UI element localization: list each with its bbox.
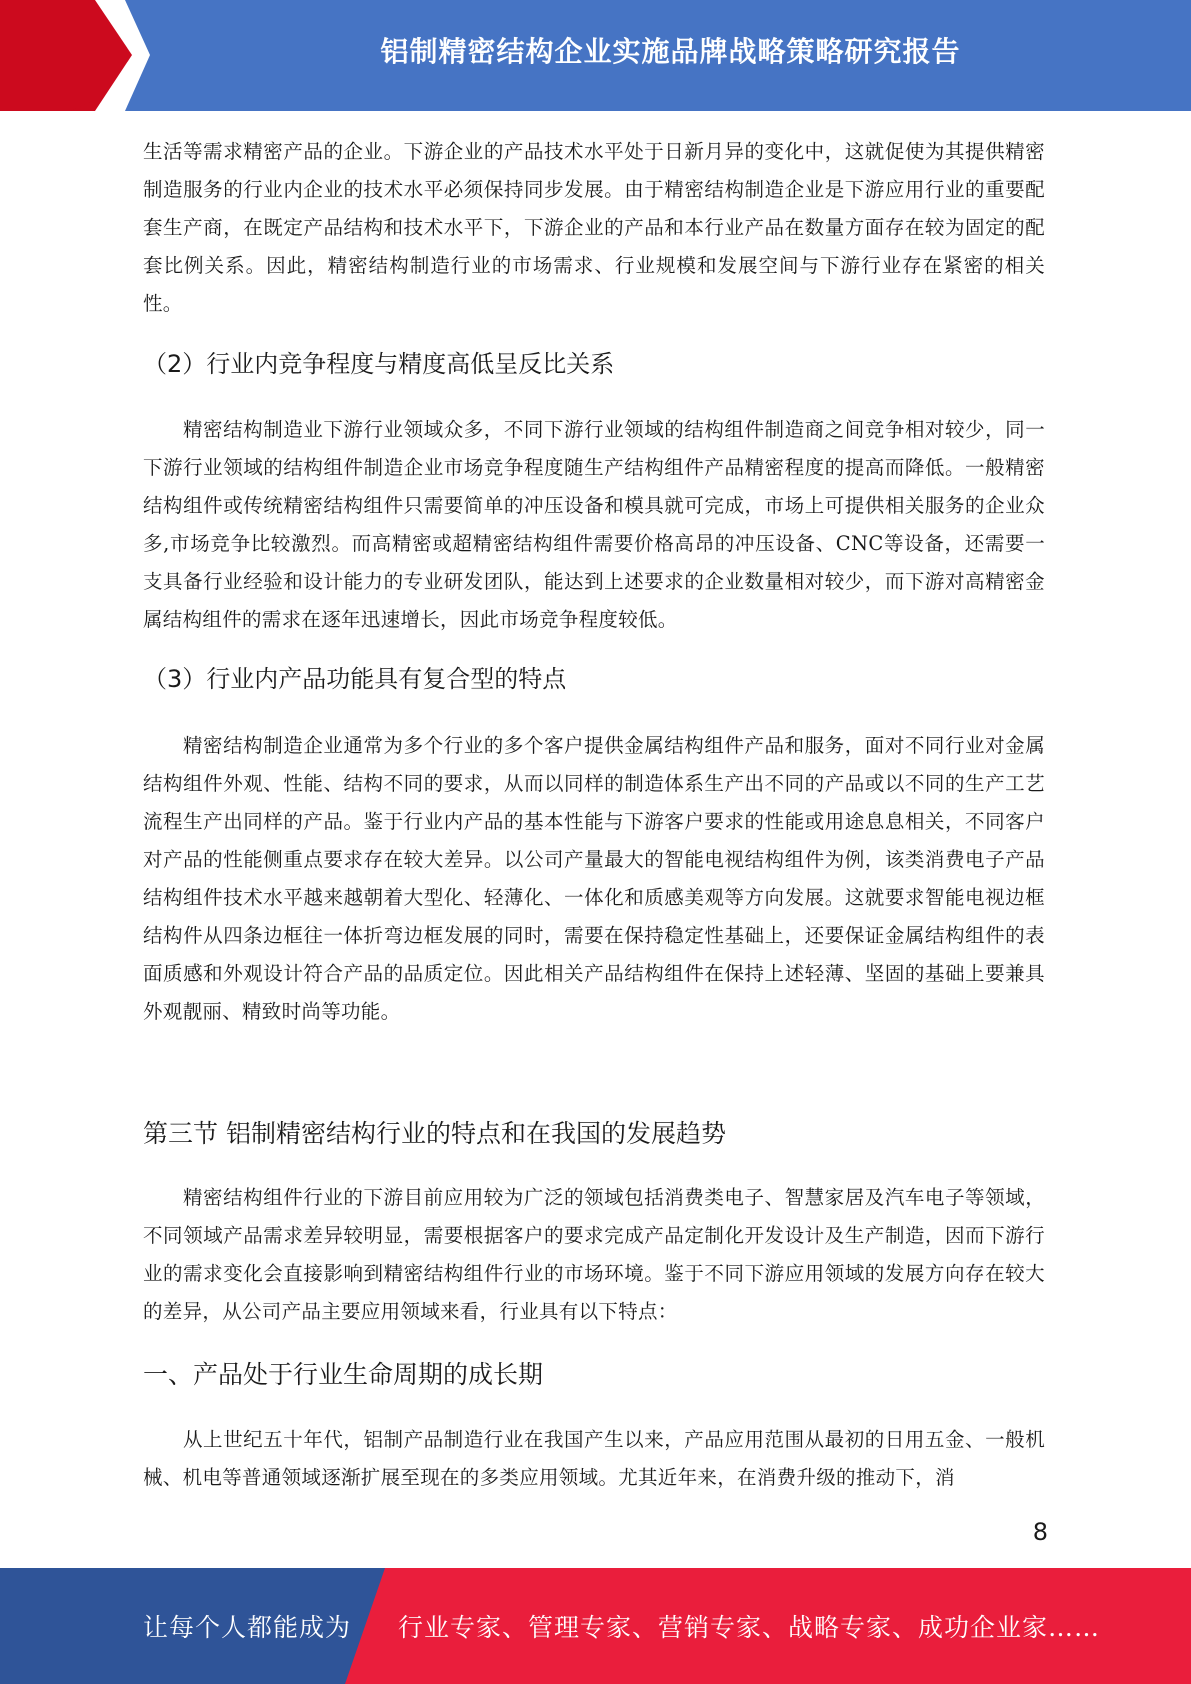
paragraph-text: 生活等需求精密产品的企业。下游企业的产品技术水平处于日新月异的变化中，这就促使为其提供精密制造服务的行业内企业的技术水平必须保持同步发展。由于精密结构制造企业是下游应用行业的重要配套生产商，在既定产品结构和技术水平下，下游企业的产品和本行业产品在数量方面存在较为固定的配套比例关系。因此，精密结构制造行业的市场需求、行业规模和发展空间与下游行业存在紧密的相关性。 xyxy=(143,140,1045,315)
heading-composite-function: （3）行业内产品功能具有复合型的特点 xyxy=(143,665,567,693)
report-title: 铝制精密结构企业实施品牌战略策略研究报告 xyxy=(380,35,961,68)
paragraph-industry-features xyxy=(143,1179,1045,1331)
heading-competition: （2）行业内竞争程度与精度高低呈反比关系 xyxy=(143,350,615,378)
paragraph-text: 精密结构制造业下游行业领域众多，不同下游行业领域的结构组件制造商之间竞争相对较少，同一下游行业领域的结构组件制造企业市场竞争程度随生产结构组件产品精密程度的提高而降低。一般精密结构组件或传统精密结构组件只需要简单的冲压设备和模具就可完成，市场上可提供相关服务的企业众多,市场竞争比较激烈。而高精密或超精密结构组件需要价格高昂的冲压设备、CNC等设备，还需要一支具备行业经验和设计能力的专业研发团队，能达到上述要求的企业数量相对较少，而下游对高精密金属结构组件的需求在逐年迅速增长，因此市场竞争程度较低。 xyxy=(143,418,1045,631)
section-heading: 第三节 铝制精密结构行业的特点和在我国的发展趋势 xyxy=(143,1119,726,1148)
paragraph-text: 精密结构制造企业通常为多个行业的多个客户提供金属结构组件产品和服务，面对不同行业对金属结构组件外观、性能、结构不同的要求，从而以同样的制造体系生产出不同的产品或以不同的生产工艺流程生产出同样的产品。鉴于行业内产品的基本性能与下游客户要求的性能或用途息息相关，不同客户对产品的性能侧重点要求存在较大差异。以公司产量最大的智能电视结构组件为例，该类消费电子产品结构组件技术水平越来越朝着大型化、轻薄化、一体化和质感美观等方向发展。这就要求智能电视边框结构件从四条边框往一体折弯边框发展的同时，需要在保持稳定性基础上，还要保证金属结构组件的表面质感和外观设计符合产品的品质定位。因此相关产品结构组件在保持上述轻薄、坚固的基础上要兼具外观靓丽、精致时尚等功能。 xyxy=(143,734,1045,1023)
footer-slogan-right: 行业专家、管理专家、营销专家、战略专家、成功企业家…… xyxy=(398,1613,1101,1642)
page-number: 8 xyxy=(1032,1518,1048,1546)
paragraph-downstream-demand xyxy=(143,133,1045,323)
paragraph-text: 精密结构组件行业的下游目前应用较为广泛的领域包括消费类电子、智慧家居及汽车电子等领域，不同领域产品需求差异较明显，需要根据客户的要求完成产品定制化开发设计及生产制造，因而下游行业的需求变化会直接影响到精密结构组件行业的市场环境。鉴于不同下游应用领域的发展方向存在较大的差异，从公司产品主要应用领域来看，行业具有以下特点： xyxy=(143,1186,1045,1323)
paragraph-growth-stage xyxy=(143,1421,1045,1497)
page-header xyxy=(0,0,1191,111)
subsection-heading: 一、产品处于行业生命周期的成长期 xyxy=(143,1360,544,1389)
footer-slogan-left: 让每个人都能成为 xyxy=(143,1613,352,1642)
paragraph-text: 从上世纪五十年代，铝制产品制造行业在我国产生以来，产品应用范围从最初的日用五金、一般机械、机电等普通领域逐渐扩展至现在的多类应用领域。尤其近年来，在消费升级的推动下，消 xyxy=(143,1428,1045,1489)
paragraph-composite-function xyxy=(143,727,1045,1031)
page-footer xyxy=(0,1568,1191,1684)
paragraph-competition xyxy=(143,411,1045,639)
